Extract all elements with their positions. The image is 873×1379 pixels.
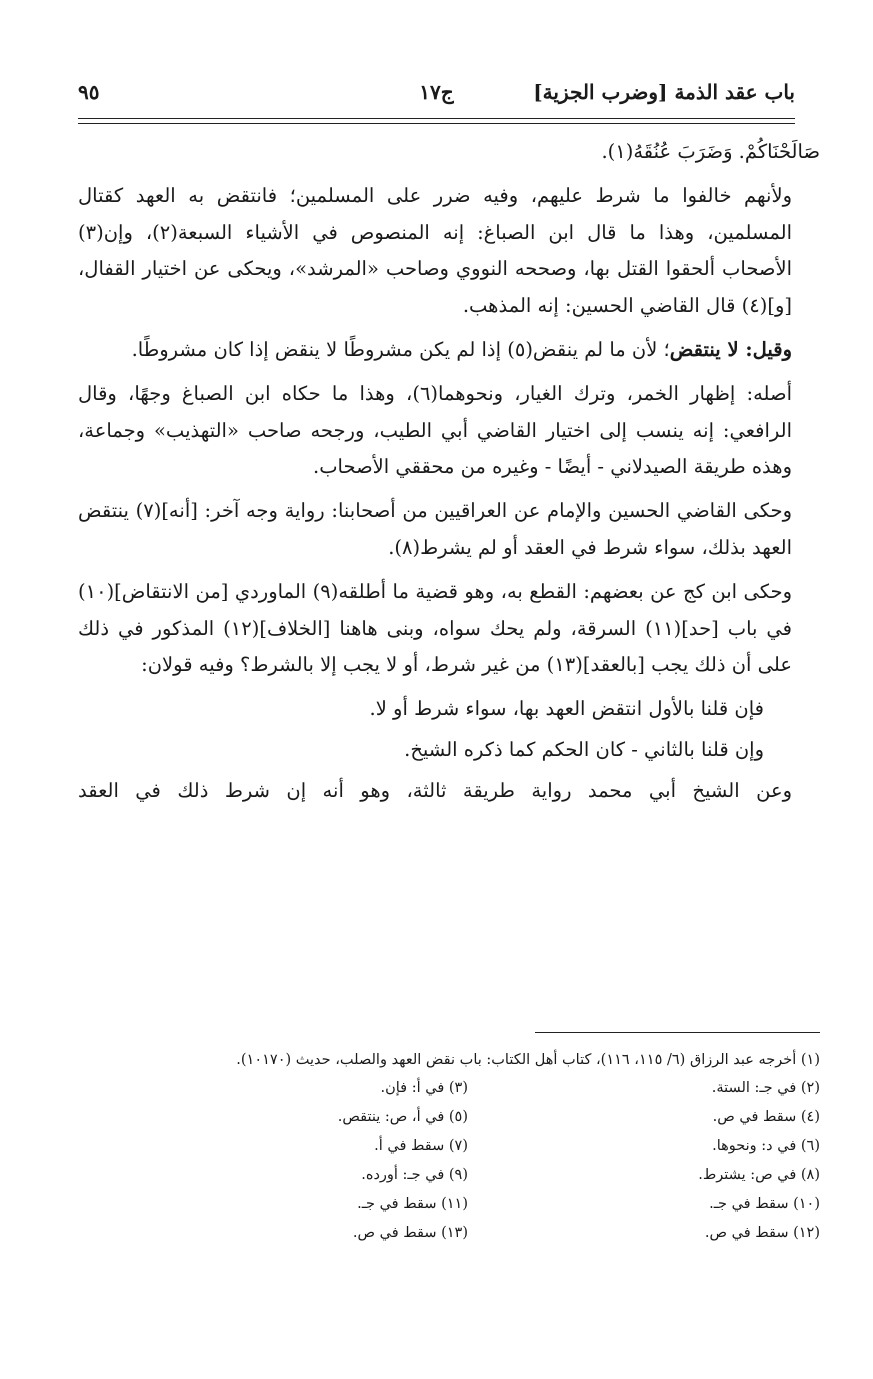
volume-label: ج١٧ <box>419 80 454 104</box>
footnote-3: (٣) في أ: فإن. <box>380 1080 468 1096</box>
page-number: ٩٥ <box>78 80 100 104</box>
footnotes <box>78 1047 820 1249</box>
footnote-1: (١) أخرجه عبد الرزاق (٦/ ١١٥، ١١٦)، كتاب أهل الكتاب: باب نقض العهد والصلب، حديث (١٠١٧٠). <box>236 1052 820 1068</box>
paragraph-3: أصله: إظهار الخمر، وترك الغيار، ونحوهما(٦)، وهذا ما حكاه ابن الصباغ وجهًا، وقال الرافعي: إنه ينسب إلى اختيار القاضي أبي الطيب، ورجحه صاحب «التهذيب» وجماعة، وهذه طريقة الصيدلاني - أيضًا - وغيره من محققي الأصحاب. <box>78 381 792 479</box>
paragraph-7: وإن قلنا بالثاني - كان الحكم كما ذكره الشيخ. <box>404 737 764 761</box>
footnote-6: (٦) في د: ونحوها. <box>712 1138 820 1154</box>
header-rule-top <box>78 118 795 119</box>
chapter-title: باب عقد الذمة [وضرب الجزية] <box>533 80 795 104</box>
footnote-2: (٢) في جـ: الستة. <box>711 1080 820 1096</box>
running-header <box>78 80 795 114</box>
paragraph-4: وحكى القاضي الحسين والإمام عن العراقيين من أصحابنا: رواية وجه آخر: [أنه](٧) ينتقض العهد بذلك، سواء شرط في العقد أو لم يشرط(٨). <box>78 499 792 559</box>
footnote-9: (٩) في جـ: أورده. <box>361 1167 468 1183</box>
paragraph-2 <box>78 332 820 369</box>
footnote-grid <box>78 1075 820 1249</box>
paragraph-2-lead: وقيل: لا ينتقض <box>669 337 792 361</box>
footnote-separator <box>535 1032 820 1033</box>
paragraph-5: وحكى ابن كج عن بعضهم: القطع به، وهو قضية ما أطلقه(٩) الماوردي [من الانتقاض](١٠) في باب [حد](١١) السرقة، ولم يحك سواه، وبنى هاهنا [الخلاف](١٢) المذكور في ذلك على أن ذلك يجب [بالعقد](١٣) من غير شرط، أو لا يجب إلا بالشرط؟ وفيه قولان: <box>78 579 793 677</box>
paragraph-8: وعن الشيخ أبي محمد رواية طريقة ثالثة، وهو أنه إن شرط ذلك في العقد <box>78 778 792 802</box>
paragraph-2-rest: ؛ لأن ما لم ينقض(٥) إذا لم يكن مشروطًا لا ينقض إذا كان مشروطًا. <box>131 337 670 361</box>
footnote-10: (١٠) سقط في جـ. <box>709 1196 820 1212</box>
main-text <box>78 134 820 817</box>
footnote-13: (١٣) سقط في ص. <box>352 1225 468 1241</box>
paragraph-6: فإن قلنا بالأول انتقض العهد بها، سواء شرط أو لا. <box>369 697 764 721</box>
paragraph-0: صَالَحْنَاكُمْ. وَضَرَبَ عُنُقَهُ(١). <box>601 140 820 163</box>
footnote-12: (١٢) سقط في ص. <box>704 1225 820 1241</box>
footnote-8: (٨) في ص: يشترط. <box>698 1167 820 1183</box>
footnote-7: (٧) سقط في أ. <box>374 1138 468 1154</box>
footnote-4: (٤) سقط في ص. <box>712 1109 820 1125</box>
footnote-11: (١١) سقط في جـ. <box>357 1196 468 1212</box>
paragraph-1: ولأنهم خالفوا ما شرط عليهم، وفيه ضرر على المسلمين؛ فانتقض به العهد كقتال المسلمين، وهذا ما قال ابن الصباغ: إنه المنصوص في الأشياء السبعة(٢)، وإن(٣) الأصحاب ألحقوا القتل بها، وصححه النووي وصاحب «المرشد»، ويحكى عن اختيار القفال، [و](٤) قال القاضي الحسين: إنه المذهب. <box>78 183 792 318</box>
header-rule-bottom <box>78 123 795 124</box>
footnote-5: (٥) في أ، ص: ينتقص. <box>337 1109 468 1125</box>
